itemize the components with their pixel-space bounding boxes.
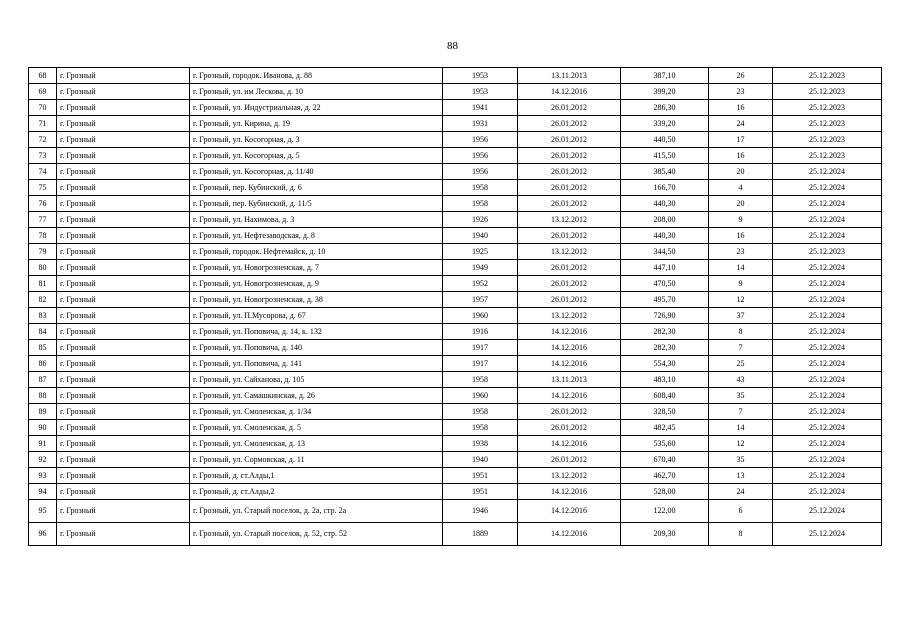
table-row [29,164,882,180]
table-row [29,436,882,452]
build-year-cell: 1956 [443,164,518,180]
address-cell: г. Грозный, ул. Смоленская, д. 5 [190,420,443,436]
date-cell: 26.01.2012 [518,292,621,308]
address-cell: г. Грозный, ул. Новогрозненская, д. 38 [190,292,443,308]
row-number-cell: 74 [29,164,57,180]
area-cell: 328,50 [621,404,709,420]
date-cell: 14.12.2016 [518,523,621,546]
build-year-cell: 1946 [443,500,518,523]
row-number-cell: 77 [29,212,57,228]
date-cell: 26.01.2012 [518,180,621,196]
count-cell: 12 [709,292,773,308]
address-cell: г. Грозный, ул. Новогрозненская, д. 9 [190,276,443,292]
table-row [29,212,882,228]
city-cell: г. Грозный [57,180,190,196]
deadline-cell: 25.12.2024 [773,260,882,276]
address-cell: г. Грозный, ул. Сормовская, д. 11 [190,452,443,468]
area-cell: 462,70 [621,468,709,484]
build-year-cell: 1940 [443,228,518,244]
table-row [29,260,882,276]
date-cell: 14.12.2016 [518,388,621,404]
table-body [29,68,882,546]
row-number-cell: 96 [29,523,57,546]
area-cell: 608,40 [621,388,709,404]
deadline-cell: 25.12.2024 [773,500,882,523]
row-number-cell: 78 [29,228,57,244]
city-cell: г. Грозный [57,276,190,292]
deadline-cell: 25.12.2024 [773,372,882,388]
build-year-cell: 1889 [443,523,518,546]
date-cell: 26.01.2012 [518,228,621,244]
deadline-cell: 25.12.2023 [773,100,882,116]
deadline-cell: 25.12.2024 [773,340,882,356]
address-cell: г. Грозный, ул. Нефтезаводская, д. 8 [190,228,443,244]
address-cell: г. Грозный, ул. Нахимова, д. 3 [190,212,443,228]
row-number-cell: 94 [29,484,57,500]
count-cell: 9 [709,276,773,292]
build-year-cell: 1925 [443,244,518,260]
deadline-cell: 25.12.2024 [773,180,882,196]
count-cell: 16 [709,148,773,164]
build-year-cell: 1949 [443,260,518,276]
area-cell: 209,30 [621,523,709,546]
address-cell: г. Грозный, городок. Нефтемайск, д. 10 [190,244,443,260]
count-cell: 20 [709,164,773,180]
deadline-cell: 25.12.2024 [773,276,882,292]
count-cell: 25 [709,356,773,372]
build-year-cell: 1938 [443,436,518,452]
table-row [29,276,882,292]
city-cell: г. Грозный [57,324,190,340]
address-cell: г. Грозный, городок. Иванова, д. 88 [190,68,443,84]
table-row [29,420,882,436]
table-row [29,132,882,148]
table-row [29,84,882,100]
build-year-cell: 1958 [443,180,518,196]
city-cell: г. Грозный [57,68,190,84]
city-cell: г. Грозный [57,212,190,228]
deadline-cell: 25.12.2024 [773,356,882,372]
city-cell: г. Грозный [57,356,190,372]
count-cell: 7 [709,340,773,356]
date-cell: 14.12.2016 [518,500,621,523]
date-cell: 26.01.2012 [518,420,621,436]
row-number-cell: 95 [29,500,57,523]
build-year-cell: 1960 [443,388,518,404]
area-cell: 339,20 [621,116,709,132]
build-year-cell: 1957 [443,292,518,308]
build-year-cell: 1956 [443,148,518,164]
count-cell: 8 [709,523,773,546]
date-cell: 14.12.2016 [518,324,621,340]
table-row [29,308,882,324]
table-row [29,292,882,308]
address-cell: г. Грозный, ул. Старый поселок, д. 52, стр. 52 [190,523,443,546]
table-row [29,523,882,546]
count-cell: 6 [709,500,773,523]
count-cell: 14 [709,420,773,436]
date-cell: 14.12.2016 [518,484,621,500]
row-number-cell: 84 [29,324,57,340]
address-cell: г. Грозный, ул. Индустриальная, д. 22 [190,100,443,116]
count-cell: 4 [709,180,773,196]
date-cell: 14.12.2016 [518,84,621,100]
row-number-cell: 85 [29,340,57,356]
build-year-cell: 1951 [443,468,518,484]
row-number-cell: 93 [29,468,57,484]
date-cell: 13.11.2013 [518,372,621,388]
address-cell: г. Грозный, ул. Старый поселок, д. 2а, стр. 2а [190,500,443,523]
deadline-cell: 25.12.2024 [773,212,882,228]
city-cell: г. Грозный [57,468,190,484]
address-cell: г. Грозный, ул. Новогрозненская, д. 7 [190,260,443,276]
deadline-cell: 25.12.2023 [773,116,882,132]
table-row [29,372,882,388]
build-year-cell: 1958 [443,404,518,420]
date-cell: 26.01.2012 [518,164,621,180]
address-cell: г. Грозный, ул. Кирина, д. 19 [190,116,443,132]
city-cell: г. Грозный [57,84,190,100]
date-cell: 26.01.2012 [518,260,621,276]
city-cell: г. Грозный [57,132,190,148]
build-year-cell: 1952 [443,276,518,292]
table-row [29,116,882,132]
row-number-cell: 88 [29,388,57,404]
address-cell: г. Грозный, пер. Кубинский, д. 11/5 [190,196,443,212]
count-cell: 8 [709,324,773,340]
deadline-cell: 25.12.2024 [773,404,882,420]
table-row [29,100,882,116]
area-cell: 344,50 [621,244,709,260]
date-cell: 26.01.2012 [518,100,621,116]
row-number-cell: 87 [29,372,57,388]
deadline-cell: 25.12.2024 [773,468,882,484]
deadline-cell: 25.12.2024 [773,523,882,546]
city-cell: г. Грозный [57,436,190,452]
area-cell: 447,10 [621,260,709,276]
count-cell: 14 [709,260,773,276]
row-number-cell: 75 [29,180,57,196]
build-year-cell: 1953 [443,84,518,100]
row-number-cell: 92 [29,452,57,468]
count-cell: 26 [709,68,773,84]
city-cell: г. Грозный [57,100,190,116]
address-cell: г. Грозный, ул. Косогорная, д. 5 [190,148,443,164]
address-cell: г. Грозный, ул. Косогорная, д. 11/40 [190,164,443,180]
row-number-cell: 71 [29,116,57,132]
count-cell: 16 [709,228,773,244]
row-number-cell: 76 [29,196,57,212]
table-row [29,404,882,420]
area-cell: 387,10 [621,68,709,84]
area-cell: 554,30 [621,356,709,372]
city-cell: г. Грозный [57,292,190,308]
date-cell: 14.12.2016 [518,340,621,356]
build-year-cell: 1956 [443,132,518,148]
date-cell: 13.12.2012 [518,212,621,228]
deadline-cell: 25.12.2024 [773,436,882,452]
address-cell: г. Грозный, д. ст.Алды,2 [190,484,443,500]
count-cell: 23 [709,244,773,260]
count-cell: 12 [709,436,773,452]
address-cell: г. Грозный, ул. Косогорная, д. 3 [190,132,443,148]
count-cell: 9 [709,212,773,228]
city-cell: г. Грозный [57,308,190,324]
city-cell: г. Грозный [57,244,190,260]
address-cell: г. Грозный, ул. Сайханова, д. 105 [190,372,443,388]
city-cell: г. Грозный [57,228,190,244]
row-number-cell: 70 [29,100,57,116]
deadline-cell: 25.12.2023 [773,244,882,260]
count-cell: 20 [709,196,773,212]
build-year-cell: 1917 [443,340,518,356]
city-cell: г. Грозный [57,148,190,164]
deadline-cell: 25.12.2024 [773,196,882,212]
date-cell: 14.12.2016 [518,356,621,372]
date-cell: 26.01.2012 [518,148,621,164]
count-cell: 24 [709,116,773,132]
table-row [29,452,882,468]
address-cell: г. Грозный, пер. Кубинский, д. 6 [190,180,443,196]
count-cell: 43 [709,372,773,388]
address-cell: г. Грозный, ул. Поповича, д. 140 [190,340,443,356]
page-number: 88 [447,40,458,52]
deadline-cell: 25.12.2024 [773,420,882,436]
deadline-cell: 25.12.2024 [773,484,882,500]
city-cell: г. Грозный [57,388,190,404]
count-cell: 7 [709,404,773,420]
build-year-cell: 1931 [443,116,518,132]
count-cell: 24 [709,484,773,500]
build-year-cell: 1960 [443,308,518,324]
area-cell: 726,90 [621,308,709,324]
deadline-cell: 25.12.2024 [773,308,882,324]
area-cell: 528,00 [621,484,709,500]
deadline-cell: 25.12.2024 [773,164,882,180]
deadline-cell: 25.12.2024 [773,324,882,340]
address-cell: г. Грозный, д. ст.Алды,1 [190,468,443,484]
table-row [29,356,882,372]
area-cell: 166,70 [621,180,709,196]
row-number-cell: 72 [29,132,57,148]
table-row [29,244,882,260]
count-cell: 16 [709,100,773,116]
deadline-cell: 25.12.2023 [773,148,882,164]
row-number-cell: 89 [29,404,57,420]
area-cell: 208,00 [621,212,709,228]
housing-registry-table [28,67,882,546]
city-cell: г. Грозный [57,420,190,436]
area-cell: 470,50 [621,276,709,292]
count-cell: 23 [709,84,773,100]
row-number-cell: 79 [29,244,57,260]
area-cell: 440,50 [621,132,709,148]
build-year-cell: 1958 [443,196,518,212]
address-cell: г. Грозный, ул. Смоленская, д. 13 [190,436,443,452]
address-cell: г. Грозный, ул. Поповича, д. 141 [190,356,443,372]
row-number-cell: 68 [29,68,57,84]
area-cell: 535,60 [621,436,709,452]
deadline-cell: 25.12.2023 [773,68,882,84]
row-number-cell: 73 [29,148,57,164]
date-cell: 26.01.2012 [518,116,621,132]
table-row [29,148,882,164]
build-year-cell: 1941 [443,100,518,116]
city-cell: г. Грозный [57,500,190,523]
city-cell: г. Грозный [57,164,190,180]
date-cell: 26.01.2012 [518,132,621,148]
date-cell: 13.12.2012 [518,468,621,484]
table-row [29,500,882,523]
city-cell: г. Грозный [57,484,190,500]
area-cell: 399,20 [621,84,709,100]
table-row [29,388,882,404]
table-row [29,180,882,196]
area-cell: 495,70 [621,292,709,308]
row-number-cell: 86 [29,356,57,372]
city-cell: г. Грозный [57,404,190,420]
date-cell: 13.11.2013 [518,68,621,84]
row-number-cell: 80 [29,260,57,276]
build-year-cell: 1953 [443,68,518,84]
area-cell: 385,40 [621,164,709,180]
date-cell: 14.12.2016 [518,436,621,452]
area-cell: 670,40 [621,452,709,468]
date-cell: 26.01.2012 [518,452,621,468]
date-cell: 26.01.2012 [518,276,621,292]
row-number-cell: 90 [29,420,57,436]
row-number-cell: 82 [29,292,57,308]
city-cell: г. Грозный [57,116,190,132]
area-cell: 482,45 [621,420,709,436]
address-cell: г. Грозный, ул. им Лескова, д. 10 [190,84,443,100]
table-row [29,468,882,484]
city-cell: г. Грозный [57,260,190,276]
table-row [29,228,882,244]
deadline-cell: 25.12.2024 [773,228,882,244]
city-cell: г. Грозный [57,523,190,546]
table-row [29,340,882,356]
area-cell: 122,00 [621,500,709,523]
deadline-cell: 25.12.2023 [773,132,882,148]
city-cell: г. Грозный [57,372,190,388]
table-row [29,484,882,500]
city-cell: г. Грозный [57,340,190,356]
area-cell: 440,30 [621,228,709,244]
deadline-cell: 25.12.2024 [773,292,882,308]
date-cell: 26.01.2012 [518,404,621,420]
table-row [29,68,882,84]
deadline-cell: 25.12.2023 [773,84,882,100]
date-cell: 13.12.2012 [518,308,621,324]
count-cell: 35 [709,452,773,468]
row-number-cell: 81 [29,276,57,292]
area-cell: 282,30 [621,324,709,340]
row-number-cell: 91 [29,436,57,452]
count-cell: 13 [709,468,773,484]
area-cell: 440,30 [621,196,709,212]
row-number-cell: 69 [29,84,57,100]
address-cell: г. Грозный, ул. Самашкинская, д. 26 [190,388,443,404]
area-cell: 483,10 [621,372,709,388]
table-row [29,324,882,340]
build-year-cell: 1916 [443,324,518,340]
count-cell: 37 [709,308,773,324]
area-cell: 415,50 [621,148,709,164]
deadline-cell: 25.12.2024 [773,452,882,468]
build-year-cell: 1951 [443,484,518,500]
address-cell: г. Грозный, ул. Смоленская, д. 1/34 [190,404,443,420]
city-cell: г. Грозный [57,196,190,212]
date-cell: 13.12.2012 [518,244,621,260]
build-year-cell: 1958 [443,372,518,388]
area-cell: 286,30 [621,100,709,116]
count-cell: 35 [709,388,773,404]
build-year-cell: 1917 [443,356,518,372]
area-cell: 282,30 [621,340,709,356]
city-cell: г. Грозный [57,452,190,468]
build-year-cell: 1958 [443,420,518,436]
table-row [29,196,882,212]
build-year-cell: 1940 [443,452,518,468]
date-cell: 26.01.2012 [518,196,621,212]
build-year-cell: 1926 [443,212,518,228]
address-cell: г. Грозный, ул. П.Мусорова, д. 67 [190,308,443,324]
address-cell: г. Грозный, ул. Поповича, д. 14, к. 132 [190,324,443,340]
row-number-cell: 83 [29,308,57,324]
deadline-cell: 25.12.2024 [773,388,882,404]
count-cell: 17 [709,132,773,148]
